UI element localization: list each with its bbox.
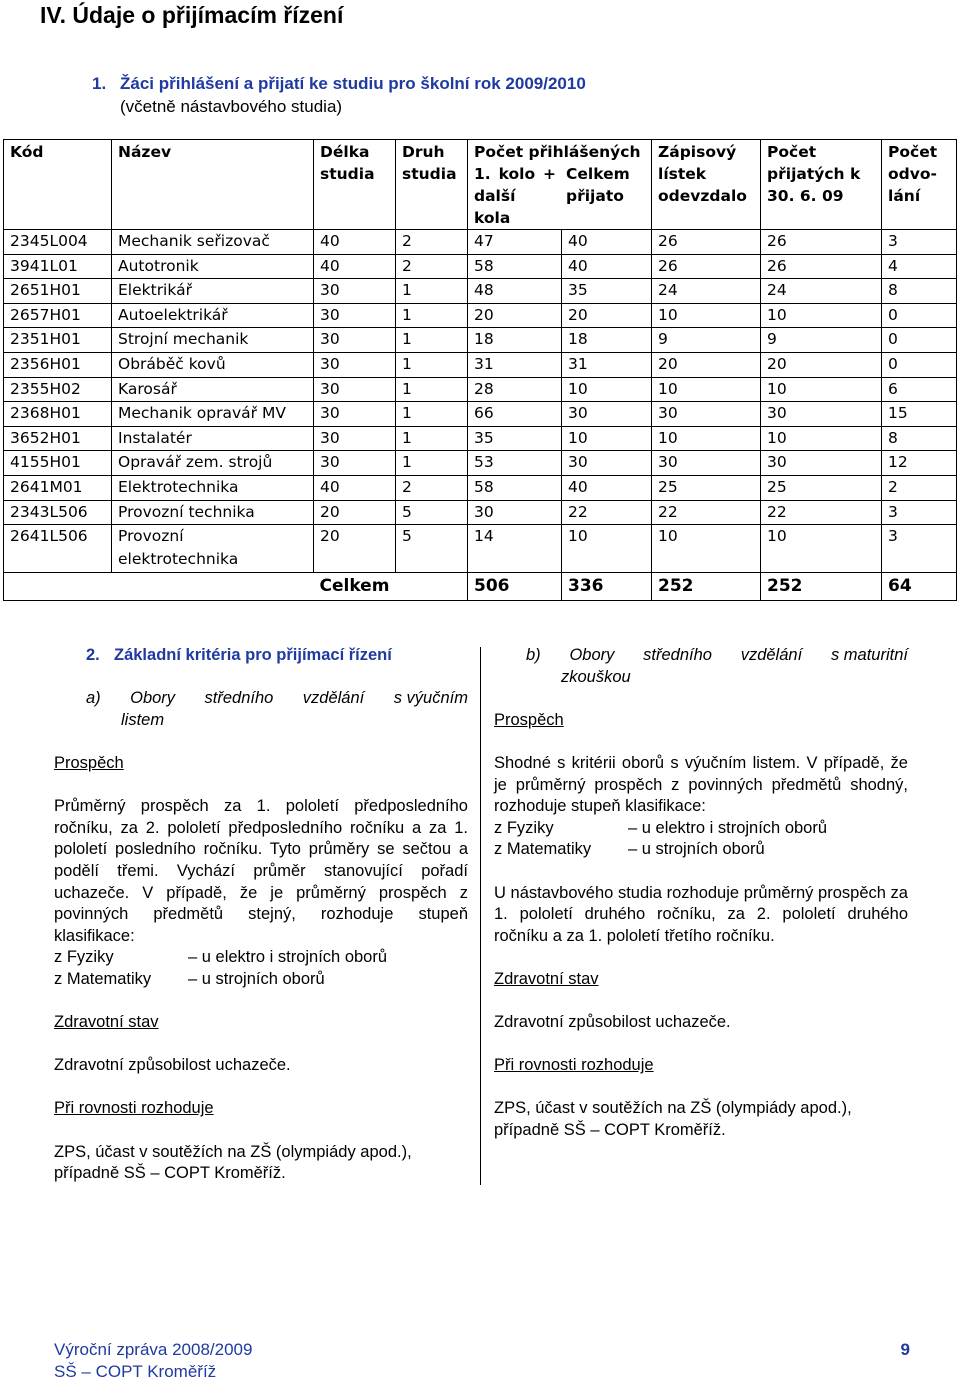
cell-prijato: 20 <box>562 303 652 328</box>
cell-druh: 1 <box>396 426 468 451</box>
cell-prihlaseno: 58 <box>468 475 562 500</box>
cell-odvolani: 2 <box>882 475 957 500</box>
cell-druh: 2 <box>396 230 468 255</box>
cell-druh: 1 <box>396 303 468 328</box>
cell-zapisovy: 30 <box>652 402 761 427</box>
left-prospech-text: Průměrný prospěch za 1. pololetí předposledního ročníku, za 2. pololetí předposledního ročníku a za 1. pololetí posledního ročníku. Tyto průměry se sečtou a podělí třemi. Vychází průměr stanovující pořadí uchazeče. V případě, že je průměrný prospěch z povinných předmětů stejný, rozhoduje stupeň klasifikace: <box>54 797 468 945</box>
header-pocet-odvolani: Počet odvo-lání <box>882 140 957 230</box>
section1-number: 1. <box>92 74 107 93</box>
cell-kod: 2343L506 <box>4 500 112 525</box>
cell-odvolani: 8 <box>882 426 957 451</box>
cell-delka: 20 <box>314 500 396 525</box>
cell-odvolani: 15 <box>882 402 957 427</box>
cell-kod: 4155H01 <box>4 451 112 476</box>
right-rovnost-label: Při rovnosti rozhoduje <box>494 1056 654 1075</box>
total-spacer-nazev <box>112 573 314 601</box>
cell-odvolani: 12 <box>882 451 957 476</box>
total-prijatych: 252 <box>761 573 882 601</box>
subsection-b-word: vzdělání <box>740 646 803 664</box>
cell-delka: 30 <box>314 426 396 451</box>
cell-druh: 1 <box>396 328 468 353</box>
header-kolo: 1. kolo + další kola <box>474 165 556 227</box>
cell-odvolani: 8 <box>882 279 957 304</box>
subsection-a-heading <box>86 688 468 731</box>
cell-delka: 40 <box>314 230 396 255</box>
cell-prijato: 10 <box>562 377 652 402</box>
cell-kod: 3941L01 <box>4 254 112 279</box>
subsection-b-letter: b) <box>526 646 541 664</box>
cell-zapisovy: 22 <box>652 500 761 525</box>
cell-prihlaseno: 14 <box>468 525 562 573</box>
subsection-a-word: Obory <box>130 689 176 708</box>
cell-prijato: 35 <box>562 279 652 304</box>
subsection-a-word: s výučním <box>393 689 468 708</box>
cell-kod: 2651H01 <box>4 279 112 304</box>
header-celkem-prijato: Celkem přijato <box>566 165 630 205</box>
right-fyzika-value: – u elektro i strojních oborů <box>628 818 828 837</box>
header-subcolumns <box>474 163 645 229</box>
table-row <box>4 426 957 451</box>
cell-delka: 40 <box>314 475 396 500</box>
cell-prijato: 40 <box>562 254 652 279</box>
cell-zapisovy: 20 <box>652 352 761 377</box>
cell-prijato: 30 <box>562 402 652 427</box>
total-spacer-kod <box>4 573 112 601</box>
header-pocet-prihlasenych <box>468 140 652 230</box>
cell-nazev: Elektrotechnika <box>112 475 314 500</box>
cell-prijatych: 10 <box>761 426 882 451</box>
cell-delka: 30 <box>314 352 396 377</box>
right-prospech-text: Shodné s kritérii oborů s výučním listem. V případě, že je průměrný prospěch z povinných předmětů shodný, rozhoduje stupeň klasifikace: <box>494 753 908 816</box>
cell-prijato: 22 <box>562 500 652 525</box>
cell-prijato: 40 <box>562 475 652 500</box>
cell-druh: 5 <box>396 500 468 525</box>
right-zdravotni-label: Zdravotní stav <box>494 969 599 988</box>
left-zdravotni-text: Zdravotní způsobilost uchazeče. <box>54 1056 291 1075</box>
cell-zapisovy: 24 <box>652 279 761 304</box>
cell-druh: 1 <box>396 402 468 427</box>
cell-odvolani: 3 <box>882 230 957 255</box>
total-zapisovy: 252 <box>652 573 761 601</box>
section2-heading <box>86 645 468 667</box>
cell-odvolani: 3 <box>882 525 957 573</box>
cell-kod: 2657H01 <box>4 303 112 328</box>
cell-prijato: 18 <box>562 328 652 353</box>
table-row <box>4 402 957 427</box>
left-matematika-label: z Matematiky <box>54 969 152 988</box>
cell-kod: 2345L004 <box>4 230 112 255</box>
section1-subtitle: (včetně nástavbového studia) <box>120 97 343 116</box>
cell-druh: 1 <box>396 377 468 402</box>
cell-odvolani: 4 <box>882 254 957 279</box>
cell-prijato: 30 <box>562 451 652 476</box>
cell-prihlaseno: 18 <box>468 328 562 353</box>
subsection-b-word: s maturitní <box>830 646 908 664</box>
left-zdravotni-label: Zdravotní stav <box>54 1013 159 1032</box>
table-row <box>4 279 957 304</box>
cell-druh: 1 <box>396 279 468 304</box>
cell-zapisovy: 10 <box>652 377 761 402</box>
footer-page-number: 9 <box>900 1340 910 1359</box>
column-divider <box>480 647 481 1185</box>
section1-heading <box>92 72 712 118</box>
cell-prijatych: 24 <box>761 279 882 304</box>
left-matematika-value: – u strojních oborů <box>188 969 325 988</box>
left-matematika-row <box>54 969 468 991</box>
subsection-b-word: středního <box>643 646 712 664</box>
header-nazev: Název <box>112 140 314 230</box>
table-row <box>4 230 957 255</box>
table-row <box>4 303 957 328</box>
cell-prihlaseno: 66 <box>468 402 562 427</box>
cell-kod: 3652H01 <box>4 426 112 451</box>
cell-kod: 2351H01 <box>4 328 112 353</box>
subsection-b-heading <box>526 645 908 688</box>
criteria-left-column <box>54 645 468 1185</box>
header-zapisovy: Zápisový lístek odevzdalo <box>652 140 761 230</box>
total-prijato: 336 <box>562 573 652 601</box>
cell-delka: 40 <box>314 254 396 279</box>
cell-odvolani: 0 <box>882 352 957 377</box>
left-fyzika-label: z Fyziky <box>54 948 114 967</box>
subsection-b-word: Obory <box>569 646 615 664</box>
cell-delka: 30 <box>314 377 396 402</box>
cell-prijatych: 20 <box>761 352 882 377</box>
cell-kod: 2368H01 <box>4 402 112 427</box>
table-row <box>4 377 957 402</box>
header-pocet-prihlasenych-label: Počet přihlášených <box>474 143 641 161</box>
left-fyzika-row <box>54 947 468 969</box>
cell-prijatych: 26 <box>761 230 882 255</box>
header-kod: Kód <box>4 140 112 230</box>
footer-school-name: SŠ – COPT Kroměříž <box>54 1362 217 1381</box>
table-row <box>4 352 957 377</box>
cell-nazev: Provozní technika <box>112 500 314 525</box>
right-rovnost-text: ZPS, účast v soutěžích na ZŠ (olympiády apod.), případně SŠ – COPT Kroměříž. <box>494 1099 852 1140</box>
cell-odvolani: 0 <box>882 303 957 328</box>
cell-prihlaseno: 30 <box>468 500 562 525</box>
cell-prihlaseno: 53 <box>468 451 562 476</box>
cell-nazev: Provozní elektrotechnika <box>112 525 314 573</box>
right-prospech-label: Prospěch <box>494 710 564 729</box>
table-row <box>4 475 957 500</box>
cell-prihlaseno: 58 <box>468 254 562 279</box>
header-delka: Délka studia <box>314 140 396 230</box>
right-matematika-value: – u strojních oborů <box>628 840 765 859</box>
left-prospech-label: Prospěch <box>54 753 124 772</box>
cell-nazev: Strojní mechanik <box>112 328 314 353</box>
cell-nazev: Autotronik <box>112 254 314 279</box>
cell-zapisovy: 10 <box>652 303 761 328</box>
subsection-a-word: vzdělání <box>302 689 365 708</box>
left-fyzika-value: – u elektro i strojních oborů <box>188 948 388 967</box>
right-fyzika-label: z Fyziky <box>494 818 554 837</box>
cell-prijatych: 30 <box>761 402 882 427</box>
total-label: Celkem <box>314 573 468 601</box>
cell-delka: 30 <box>314 279 396 304</box>
section2-number: 2. <box>86 646 100 664</box>
cell-prihlaseno: 20 <box>468 303 562 328</box>
cell-delka: 30 <box>314 402 396 427</box>
cell-prihlaseno: 48 <box>468 279 562 304</box>
table-row <box>4 328 957 353</box>
left-rovnost-text: ZPS, účast v soutěžích na ZŠ (olympiády apod.), případně SŠ – COPT Kroměříž. <box>54 1142 412 1183</box>
cell-prihlaseno: 31 <box>468 352 562 377</box>
cell-prijato: 31 <box>562 352 652 377</box>
cell-nazev: Mechanik seřizovač <box>112 230 314 255</box>
cell-prijatych: 10 <box>761 303 882 328</box>
cell-odvolani: 0 <box>882 328 957 353</box>
subsection-b-line2: zkouškou <box>561 667 631 686</box>
subsection-a-letter: a) <box>86 689 101 708</box>
section1-title: Žáci přihlášení a přijatí ke studiu pro školní rok 2009/2010 <box>120 74 586 93</box>
table-row <box>4 525 957 573</box>
table-total-row <box>4 573 957 601</box>
table-row <box>4 451 957 476</box>
cell-zapisovy: 10 <box>652 426 761 451</box>
cell-prijatych: 22 <box>761 500 882 525</box>
cell-zapisovy: 26 <box>652 254 761 279</box>
total-prihlaseno: 506 <box>468 573 562 601</box>
page-footer <box>54 1339 910 1383</box>
cell-prijatych: 10 <box>761 525 882 573</box>
left-rovnost-label: Při rovnosti rozhoduje <box>54 1099 214 1118</box>
cell-nazev: Obráběč kovů <box>112 352 314 377</box>
section2-title: Základní kritéria pro přijímací řízení <box>114 646 392 664</box>
cell-kod: 2355H02 <box>4 377 112 402</box>
total-odvolani: 64 <box>882 573 957 601</box>
page-heading: IV. Údaje o přijímacím řízení <box>40 2 344 28</box>
cell-prijatych: 9 <box>761 328 882 353</box>
cell-zapisovy: 9 <box>652 328 761 353</box>
cell-delka: 20 <box>314 525 396 573</box>
cell-prijato: 10 <box>562 525 652 573</box>
subsection-a-line2: listem <box>121 710 165 729</box>
cell-nazev: Opravář zem. strojů <box>112 451 314 476</box>
cell-prijatych: 30 <box>761 451 882 476</box>
right-zdravotni-text: Zdravotní způsobilost uchazeče. <box>494 1013 731 1032</box>
table-row <box>4 500 957 525</box>
subsection-a-line1 <box>86 688 468 710</box>
cell-nazev: Autoelektrikář <box>112 303 314 328</box>
cell-druh: 1 <box>396 352 468 377</box>
right-fyzika-row <box>494 818 908 840</box>
table-row <box>4 254 957 279</box>
cell-nazev: Karosář <box>112 377 314 402</box>
header-pocet-prijatych: Počet přijatých k 30. 6. 09 <box>761 140 882 230</box>
cell-odvolani: 6 <box>882 377 957 402</box>
cell-kod: 2641M01 <box>4 475 112 500</box>
cell-druh: 5 <box>396 525 468 573</box>
cell-prijatych: 25 <box>761 475 882 500</box>
right-nastavba-text: U nástavbového studia rozhoduje průměrný prospěch za 1. pololetí druhého ročníku, za 2. pololetí druhého ročníku a za 1. pololetí třetího ročníku. <box>494 883 908 945</box>
cell-delka: 30 <box>314 451 396 476</box>
cell-kod: 2356H01 <box>4 352 112 377</box>
cell-kod: 2641L506 <box>4 525 112 573</box>
header-druh: Druh studia <box>396 140 468 230</box>
cell-nazev: Mechanik opravář MV <box>112 402 314 427</box>
cell-zapisovy: 30 <box>652 451 761 476</box>
cell-prijato: 40 <box>562 230 652 255</box>
cell-prijatych: 10 <box>761 377 882 402</box>
cell-druh: 1 <box>396 451 468 476</box>
cell-odvolani: 3 <box>882 500 957 525</box>
cell-prihlaseno: 28 <box>468 377 562 402</box>
right-matematika-label: z Matematiky <box>494 840 592 859</box>
cell-prijatych: 26 <box>761 254 882 279</box>
cell-druh: 2 <box>396 475 468 500</box>
footer-report-title: Výroční zpráva 2008/2009 <box>54 1340 253 1359</box>
criteria-right-column <box>494 645 908 1142</box>
cell-prihlaseno: 35 <box>468 426 562 451</box>
cell-zapisovy: 26 <box>652 230 761 255</box>
cell-zapisovy: 25 <box>652 475 761 500</box>
subsection-a-word: středního <box>204 689 274 708</box>
cell-druh: 2 <box>396 254 468 279</box>
admissions-table <box>3 139 957 601</box>
subsection-b-line1 <box>526 645 908 667</box>
cell-prijato: 10 <box>562 426 652 451</box>
table-header-row <box>4 140 957 230</box>
cell-prihlaseno: 47 <box>468 230 562 255</box>
cell-nazev: Elektrikář <box>112 279 314 304</box>
right-matematika-row <box>494 839 908 861</box>
cell-zapisovy: 10 <box>652 525 761 573</box>
cell-delka: 30 <box>314 328 396 353</box>
cell-nazev: Instalatér <box>112 426 314 451</box>
cell-delka: 30 <box>314 303 396 328</box>
